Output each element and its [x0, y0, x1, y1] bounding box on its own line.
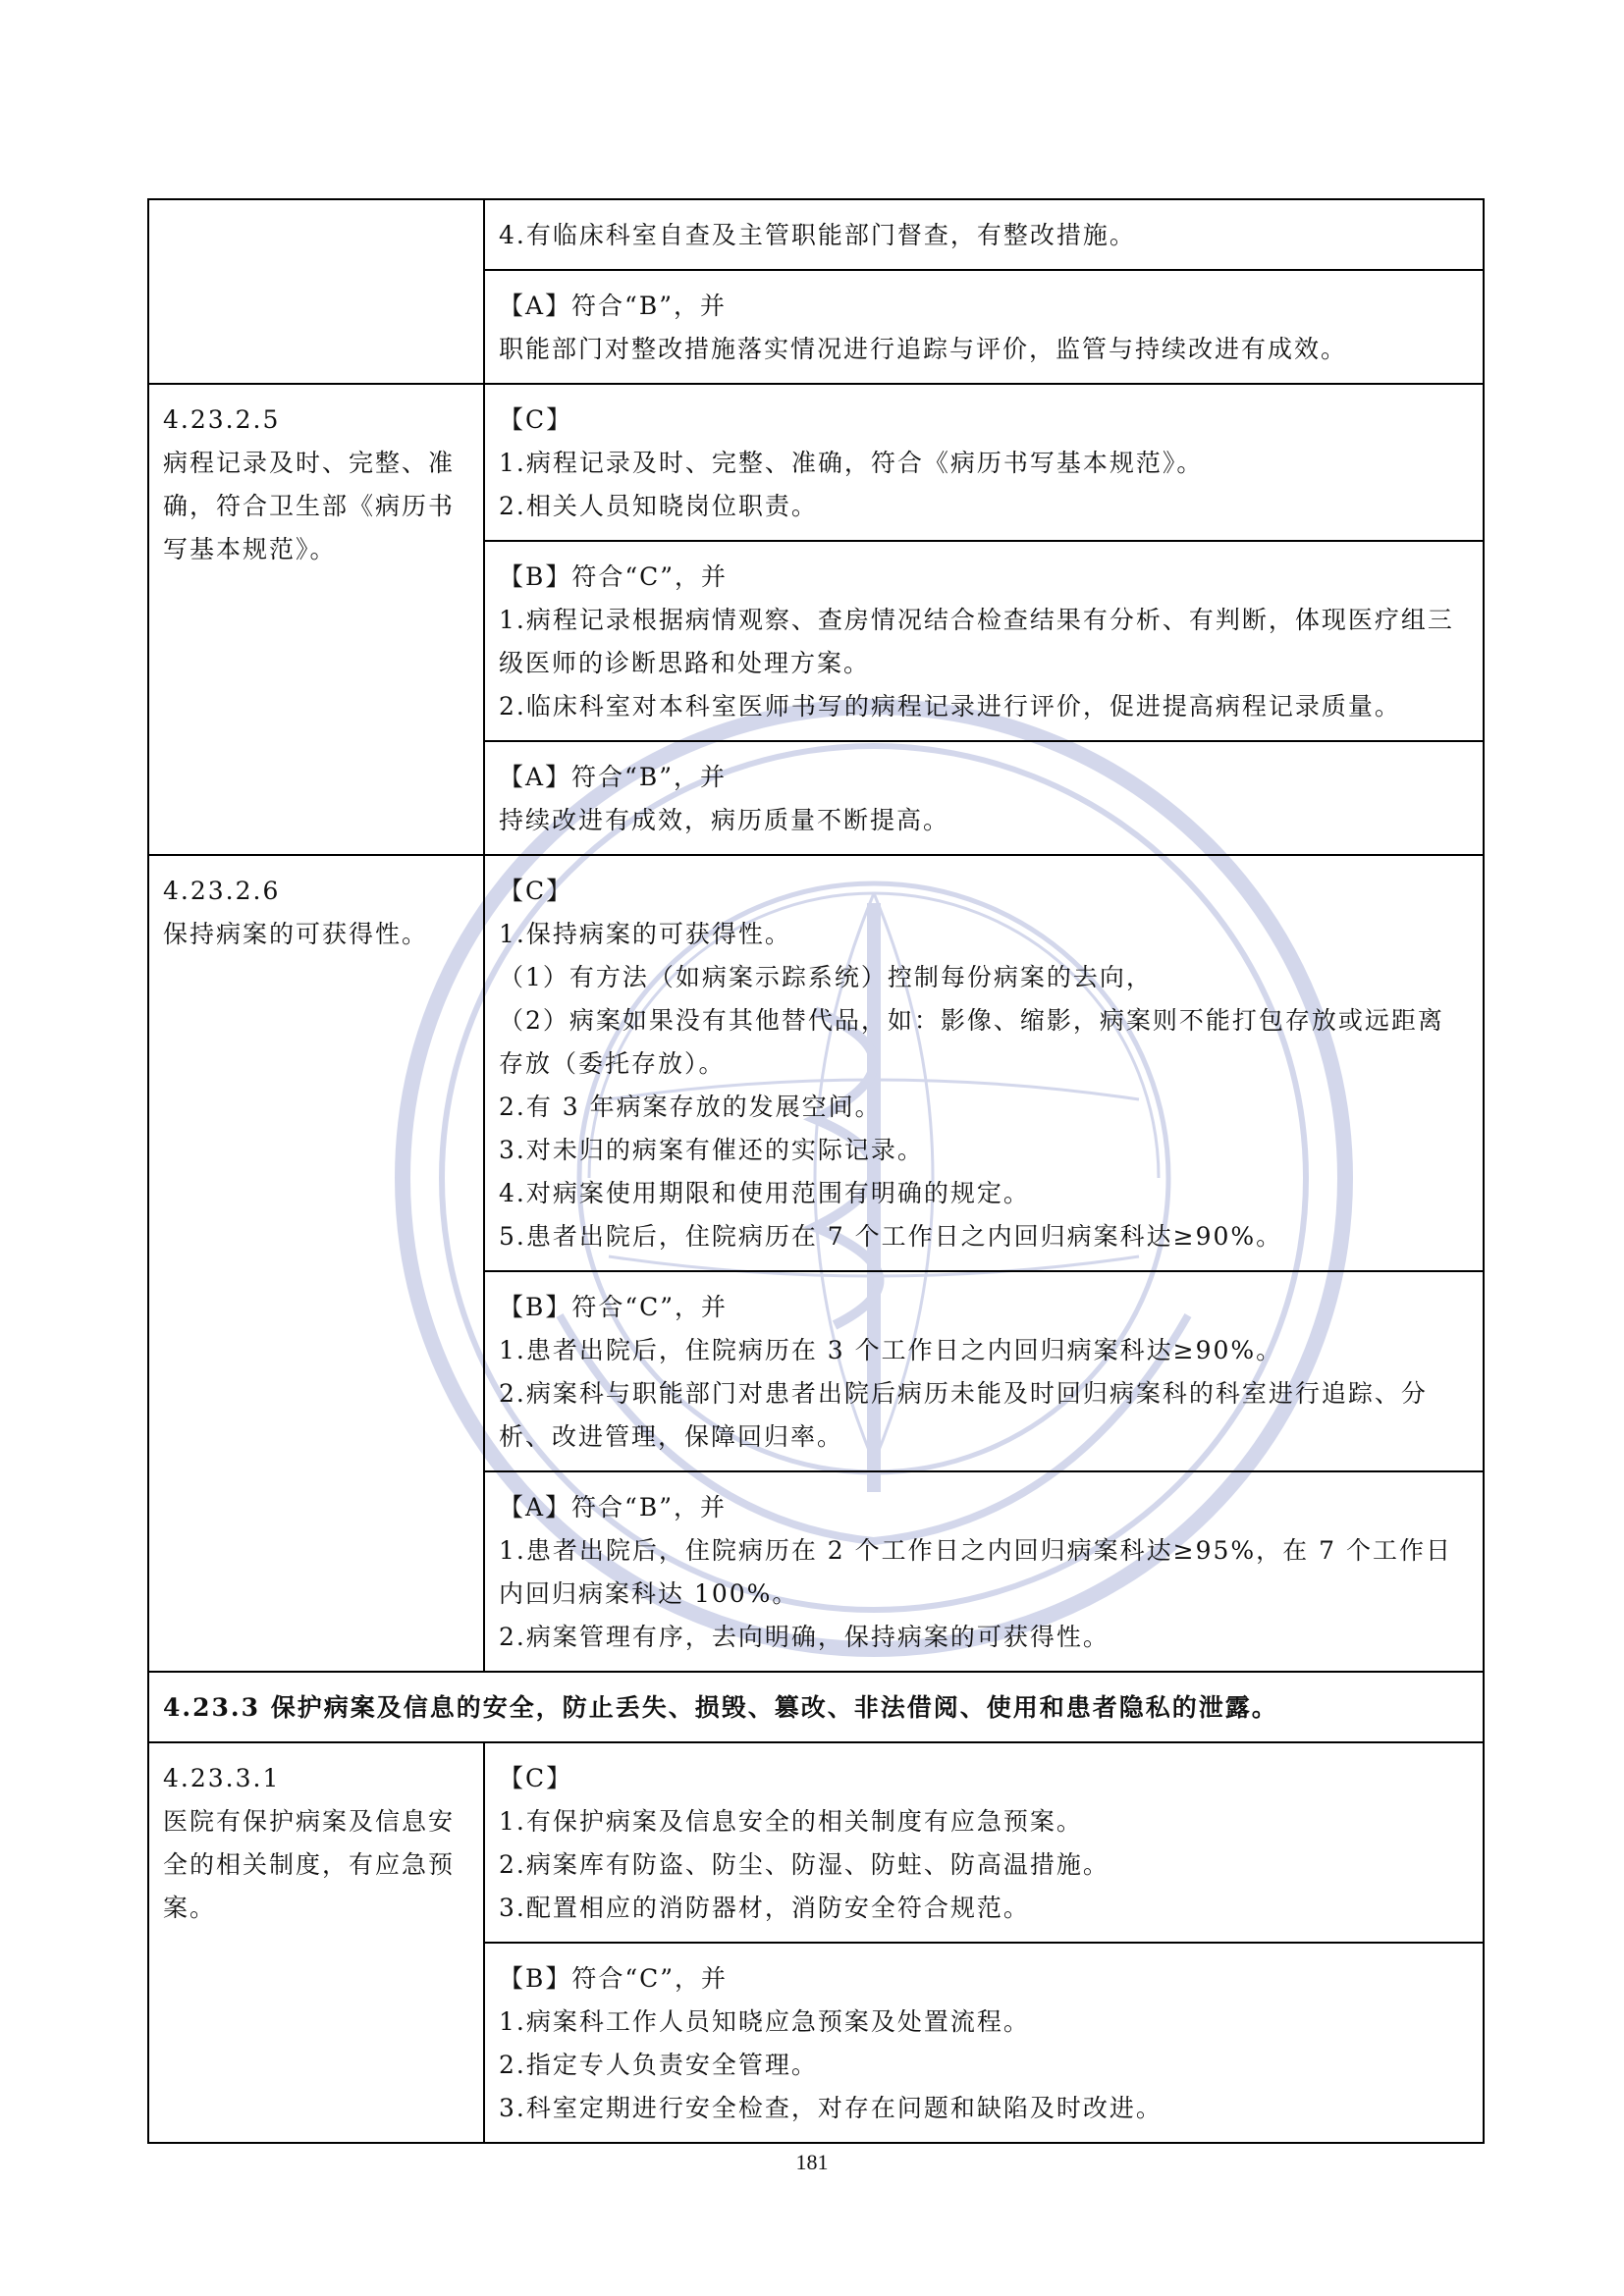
- grade-c-heading: 【C】: [499, 405, 573, 434]
- grade-a-cell: [484, 1471, 1484, 1672]
- grade-a-heading: 【A】符合“B”，并: [499, 763, 727, 791]
- criterion-title: 病程记录及时、完整、准确，符合卫生部《病历书写基本规范》。: [163, 449, 456, 563]
- grade-b-heading: 【B】符合“C”，并: [499, 1293, 729, 1321]
- grade-c-cell: [484, 1742, 1484, 1943]
- grade-b-line: 1.患者出院后，住院病历在 3 个工作日之内回归病案科达≥90%。: [499, 1336, 1283, 1364]
- table-row: [148, 1672, 1484, 1742]
- grade-c-line: 2.病案库有防盗、防尘、防湿、防蛀、防高温措施。: [499, 1850, 1110, 1879]
- grade-a-line: 职能部门对整改措施落实情况进行追踪与评价，监管与持续改进有成效。: [499, 335, 1348, 363]
- grade-b-cell: [484, 1943, 1484, 2143]
- grade-a-heading: 【A】符合“B”，并: [499, 1493, 727, 1522]
- grade-a-line: 1.患者出院后，住院病历在 2 个工作日之内回归病案科达≥95%，在 7 个工作日内回归病案科达 100%。: [499, 1536, 1452, 1608]
- requirement-cell: [484, 199, 1484, 270]
- grade-c-line: 5.患者出院后，住院病历在 7 个工作日之内回归病案科达≥90%。: [499, 1222, 1283, 1251]
- section-heading: 4.23.3 保护病案及信息的安全，防止丢失、损毁、篡改、非法借阅、使用和患者隐私的泄露。: [148, 1672, 1484, 1742]
- grade-c-heading: 【C】: [499, 877, 573, 905]
- grade-c-cell: [484, 384, 1484, 541]
- grade-c-line: 2.相关人员知晓岗位职责。: [499, 492, 818, 520]
- criterion-code: 4.23.2.6: [163, 877, 281, 905]
- grade-c-line: （1）有方法（如病案示踪系统）控制每份病案的去向，: [499, 963, 1153, 991]
- grade-c-line: 1.有保护病案及信息安全的相关制度有应急预案。: [499, 1807, 1083, 1836]
- grade-c-line: （2）病案如果没有其他替代品，如：影像、缩影，病案则不能打包存放或远距离存放（委托存放）。: [499, 1006, 1444, 1078]
- requirement-line: 4.有临床科室自查及主管职能部门督查，有整改措施。: [499, 221, 1136, 249]
- criterion-code: 4.23.2.5: [163, 405, 281, 434]
- table-row: [148, 1742, 1484, 1943]
- grade-c-line: 3.对未归的病案有催还的实际记录。: [499, 1136, 924, 1164]
- criterion-cell: [148, 1742, 484, 2143]
- grade-b-line: 1.病程记录根据病情观察、查房情况结合检查结果有分析、有判断，体现医疗组三级医师的诊断思路和处理方案。: [499, 606, 1454, 677]
- criterion-cell-empty: [148, 199, 484, 384]
- criterion-title: 保持病案的可获得性。: [163, 920, 429, 948]
- standards-table: [147, 198, 1485, 2144]
- grade-b-cell: [484, 1271, 1484, 1471]
- page-number: 181: [795, 2150, 829, 2174]
- grade-b-cell: [484, 541, 1484, 741]
- grade-b-line: 2.指定专人负责安全管理。: [499, 2051, 818, 2079]
- grade-a-cell: [484, 270, 1484, 384]
- grade-b-heading: 【B】符合“C”，并: [499, 562, 729, 591]
- grade-b-heading: 【B】符合“C”，并: [499, 1964, 729, 1993]
- table-row: [148, 384, 1484, 541]
- grade-c-line: 4.对病案使用期限和使用范围有明确的规定。: [499, 1179, 1030, 1207]
- grade-b-line: 2.临床科室对本科室医师书写的病程记录进行评价，促进提高病程记录质量。: [499, 692, 1401, 721]
- grade-c-line: 1.病程记录及时、完整、准确，符合《病历书写基本规范》。: [499, 449, 1204, 477]
- criterion-code: 4.23.3.1: [163, 1764, 281, 1792]
- table-row: [148, 199, 1484, 270]
- grade-b-line: 3.科室定期进行安全检查，对存在问题和缺陷及时改进。: [499, 2094, 1163, 2122]
- grade-c-line: 1.保持病案的可获得性。: [499, 920, 791, 948]
- grade-b-line: 1.病案科工作人员知晓应急预案及处置流程。: [499, 2007, 1030, 2036]
- grade-c-line: 3.配置相应的消防器材，消防安全符合规范。: [499, 1894, 1030, 1922]
- criterion-cell: [148, 855, 484, 1672]
- grade-b-line: 2.病案科与职能部门对患者出院后病历未能及时回归病案科的科室进行追踪、分析、改进管理，保障回归率。: [499, 1379, 1428, 1451]
- grade-a-line: 持续改进有成效，病历质量不断提高。: [499, 806, 950, 834]
- grade-a-heading: 【A】符合“B”，并: [499, 292, 727, 320]
- grade-a-line: 2.病案管理有序，去向明确，保持病案的可获得性。: [499, 1623, 1110, 1651]
- table-row: [148, 855, 1484, 1271]
- grade-c-line: 2.有 3 年病案存放的发展空间。: [499, 1093, 882, 1121]
- grade-a-cell: [484, 741, 1484, 855]
- grade-c-cell: [484, 855, 1484, 1271]
- criterion-cell: [148, 384, 484, 855]
- criterion-title: 医院有保护病案及信息安全的相关制度，有应急预案。: [163, 1807, 456, 1922]
- grade-c-heading: 【C】: [499, 1764, 573, 1792]
